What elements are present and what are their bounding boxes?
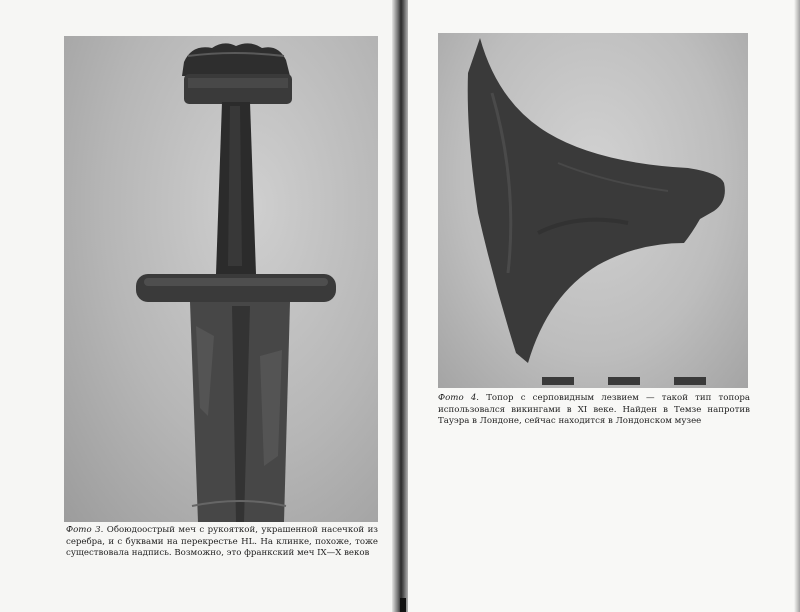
sword-photo <box>64 36 378 522</box>
axe-photo <box>438 33 748 388</box>
caption-label: Фото 3. <box>66 525 104 535</box>
caption-text: Обоюдоострый меч с рукояткой, украшенной насечкой из серебра, и с буквами на перекрестье HL. На клинке, похоже, тоже существовала надпись. Возможно, это франкский меч IX—X веков <box>66 525 378 558</box>
sword-photo-caption <box>66 525 378 560</box>
caption-label: Фото 4. <box>438 393 480 403</box>
page-edge-shadow <box>794 0 800 612</box>
gutter-mark <box>400 598 406 612</box>
left-page <box>0 0 396 612</box>
caption-text: Топор с серповидным лезвием — такой тип топора использовался викингами в XI веке. Найден в Темзе напротив Тауэра в Лондоне, сейчас находится в Лондонском музее <box>438 393 750 426</box>
axe-photo-caption <box>438 393 750 428</box>
